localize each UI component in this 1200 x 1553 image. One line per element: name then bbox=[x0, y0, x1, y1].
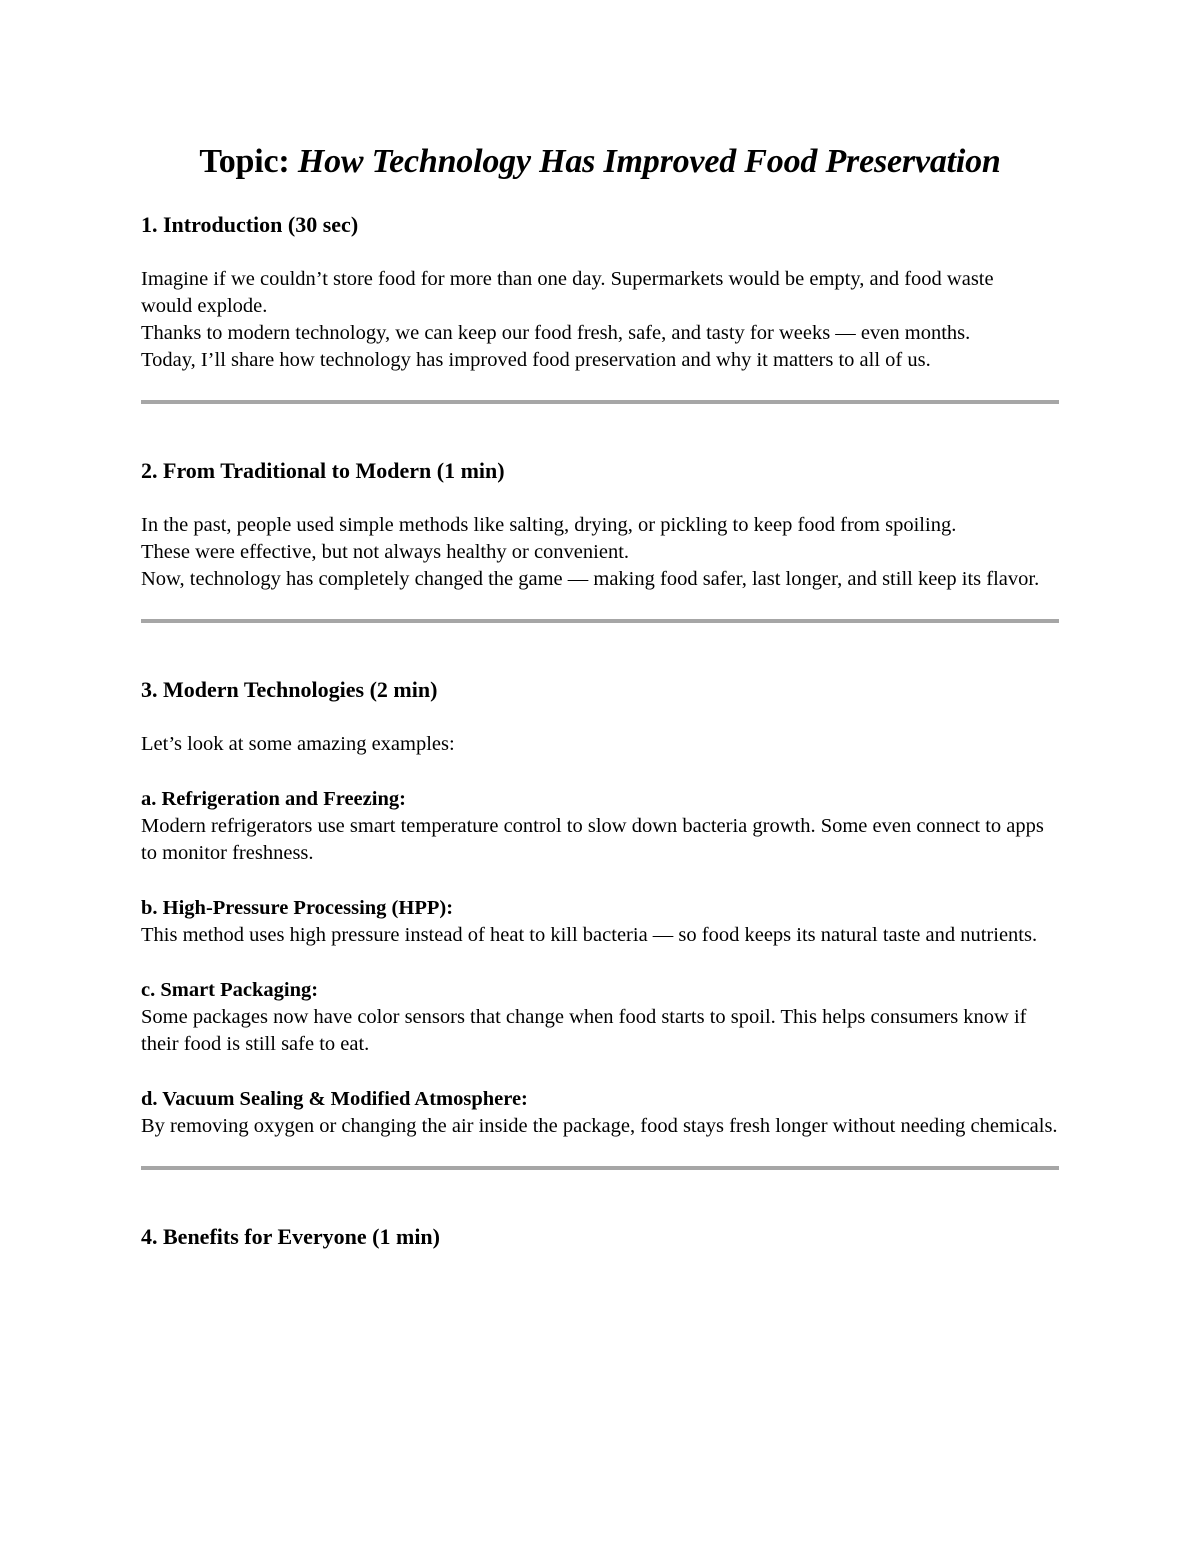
traditional-paragraph-3: Now, technology has completely changed the game — making food safer, last longer, and still keep its flavor. bbox=[141, 568, 1040, 590]
modern-intro: Let’s look at some amazing examples: bbox=[141, 733, 455, 755]
section-heading-introduction: 1. Introduction (30 sec) bbox=[141, 212, 359, 237]
traditional-paragraph-1: In the past, people used simple methods like salting, drying, or pickling to keep food from spoiling. bbox=[141, 514, 957, 536]
modern-item-title-refrigeration: a. Refrigeration and Freezing: bbox=[141, 788, 406, 810]
title-label: Topic: bbox=[199, 143, 290, 180]
traditional-paragraph-2: These were effective, but not always healthy or convenient. bbox=[141, 541, 630, 563]
modern-item-text-vacuum-sealing: By removing oxygen or changing the air inside the package, food stays fresh longer without needing chemicals. bbox=[141, 1115, 1058, 1137]
section-heading-benefits: 4. Benefits for Everyone (1 min) bbox=[141, 1224, 440, 1249]
modern-item-text-refrigeration: Modern refrigerators use smart temperature control to slow down bacteria growth. Some even connect to apps to monitor freshness. bbox=[141, 815, 1044, 864]
section-heading-traditional: 2. From Traditional to Modern (1 min) bbox=[141, 458, 505, 483]
modern-item-title-smart-packaging: c. Smart Packaging: bbox=[141, 979, 319, 1001]
title-text: How Technology Has Improved Food Preservation bbox=[297, 143, 1001, 180]
section-heading-modern: 3. Modern Technologies (2 min) bbox=[141, 677, 438, 702]
modern-item-title-vacuum-sealing: d. Vacuum Sealing & Modified Atmosphere: bbox=[141, 1088, 528, 1110]
modern-item-text-smart-packaging: Some packages now have color sensors that change when food starts to spoil. This helps consumers know if their food is still safe to eat. bbox=[141, 1006, 1027, 1055]
intro-paragraph-2: Thanks to modern technology, we can keep our food fresh, safe, and tasty for weeks — even months. bbox=[141, 322, 971, 344]
modern-item-title-hpp: b. High-Pressure Processing (HPP): bbox=[141, 897, 454, 919]
document-title bbox=[141, 138, 1059, 186]
intro-paragraph-3: Today, I’ll share how technology has improved food preservation and why it matters to all of us. bbox=[141, 349, 931, 371]
modern-item-text-hpp: This method uses high pressure instead of heat to kill bacteria — so food keeps its natural taste and nutrients. bbox=[141, 924, 1038, 946]
document-page bbox=[141, 138, 1059, 1252]
intro-paragraph-1: Imagine if we couldn’t store food for more than one day. Supermarkets would be empty, and food waste would explode. bbox=[141, 268, 994, 317]
